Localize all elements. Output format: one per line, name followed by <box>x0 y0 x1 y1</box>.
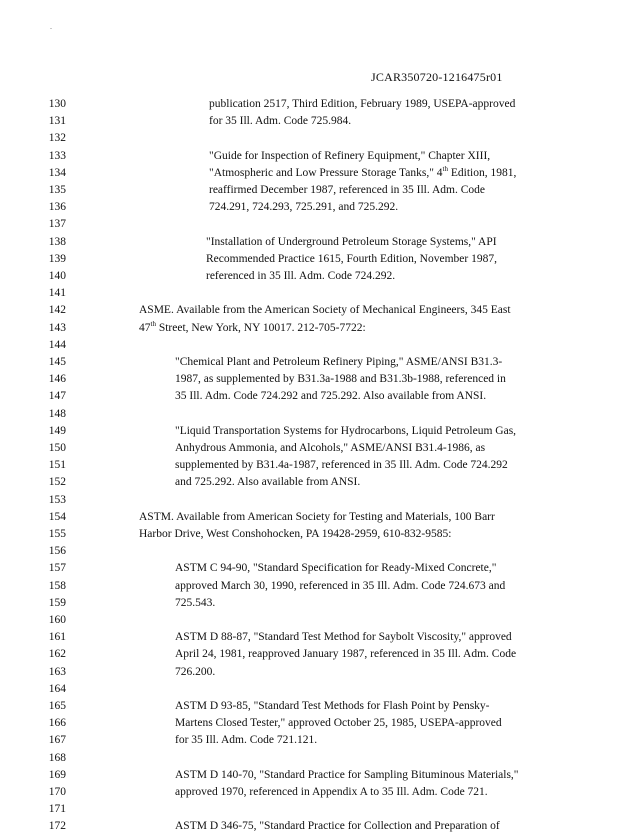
corner-mark: . <box>50 22 52 31</box>
line-number: 169 <box>48 768 66 781</box>
line-number: 158 <box>48 579 66 592</box>
line-number: 167 <box>48 734 66 747</box>
line-text: "Chemical Plant and Petroleum Refinery Piping," ASME/ANSI B31.3- <box>175 356 503 368</box>
line-number: 155 <box>48 528 66 540</box>
line-text: and 725.292. Also available from ANSI. <box>175 476 361 489</box>
line-number: 156 <box>48 545 66 558</box>
line-number: 134 <box>48 166 66 179</box>
line-text: ASTM D 140-70, "Standard Practice for Sampling Bituminous Materials," <box>175 768 519 781</box>
line-number: 161 <box>48 631 66 644</box>
line-number: 166 <box>48 717 66 730</box>
line-number: 147 <box>48 390 66 403</box>
line-number: 142 <box>48 304 66 317</box>
line-text: ASTM C 94-90, "Standard Specification for Ready-Mixed Concrete," <box>175 562 497 575</box>
line-number: 143 <box>48 321 66 334</box>
line-text: 35 Ill. Adm. Code 724.292 and 725.292. Also available from ANSI. <box>175 390 487 403</box>
line-number: 152 <box>48 476 66 489</box>
line-text: ASME. Available from the American Society of Mechanical Engineers, 345 East <box>139 304 511 317</box>
line-number: 140 <box>48 270 66 282</box>
line-text: supplemented by B31.4a-1987, referenced in 35 Ill. Adm. Code 724.292 <box>175 459 508 472</box>
document-id-header: JCAR350720-1216475r01 <box>371 70 503 84</box>
line-number: 171 <box>48 803 66 816</box>
line-text: for 35 Ill. Adm. Code 721.121. <box>175 734 318 747</box>
line-text: ASTM D 88-87, "Standard Test Method for Saybolt Viscosity," approved <box>175 631 512 644</box>
line-text: 724.291, 724.293, 725.291, and 725.292. <box>209 201 399 214</box>
line-number: 163 <box>48 665 66 678</box>
line-number: 131 <box>48 115 66 128</box>
line-number: 137 <box>48 218 66 231</box>
line-text: approved March 30, 1990, referenced in 35 Ill. Adm. Code 724.673 and <box>175 579 506 592</box>
line-number: 150 <box>48 442 66 454</box>
line-text: Martens Closed Tester," approved October 25, 1985, USEPA-approved <box>175 717 502 730</box>
line-text: "Guide for Inspection of Refinery Equipment," Chapter XIII, <box>209 149 491 162</box>
line-number: 133 <box>48 149 66 162</box>
line-number: 136 <box>48 201 66 214</box>
line-number: 172 <box>48 820 66 833</box>
line-number: 151 <box>48 459 66 472</box>
line-number: 160 <box>48 614 66 626</box>
line-number: 145 <box>48 356 66 368</box>
line-text: April 24, 1981, reapproved January 1987, referenced in 35 Ill. Adm. Code <box>175 648 517 661</box>
line-text: ASTM D 93-85, "Standard Test Methods for Flash Point by Pensky- <box>175 700 490 712</box>
line-number: 135 <box>48 184 66 196</box>
line-number: 132 <box>48 132 66 145</box>
line-text: "Atmospheric and Low Pressure Storage Tanks," 4th Edition, 1981, <box>209 164 517 179</box>
line-number: 138 <box>48 235 66 248</box>
line-text: "Liquid Transportation Systems for Hydrocarbons, Liquid Petroleum Gas, <box>175 424 517 437</box>
line-text: 726.200. <box>175 665 216 678</box>
line-number: 141 <box>48 287 66 300</box>
line-number: 154 <box>48 510 66 523</box>
line-text: 47th Street, New York, NY 10017. 212-705-7722: <box>139 319 366 334</box>
line-number: 168 <box>48 751 66 764</box>
line-number: 165 <box>48 700 66 712</box>
line-text: 725.543. <box>175 596 216 609</box>
line-text: ASTM. Available from American Society for Testing and Materials, 100 Barr <box>139 510 495 523</box>
line-number: 162 <box>48 648 66 661</box>
line-number: 130 <box>48 98 66 110</box>
line-number: 148 <box>48 407 66 420</box>
line-text: referenced in 35 Ill. Adm. Code 724.292. <box>206 270 396 282</box>
line-number: 139 <box>48 252 66 265</box>
line-number: 144 <box>48 338 66 351</box>
line-text: 1987, as supplemented by B31.3a-1988 and B31.3b-1988, referenced in <box>175 373 506 386</box>
line-number: 159 <box>48 596 66 609</box>
line-text: Recommended Practice 1615, Fourth Edition, November 1987, <box>206 252 497 265</box>
line-text: Harbor Drive, West Conshohocken, PA 19428-2959, 610-832-9585: <box>139 528 452 540</box>
line-number: 153 <box>48 493 66 506</box>
line-text: approved 1970, referenced in Appendix A to 35 Ill. Adm. Code 721. <box>175 786 488 798</box>
line-text: "Installation of Underground Petroleum Storage Systems," API <box>206 235 497 248</box>
line-number: 157 <box>48 562 66 575</box>
line-number: 170 <box>48 786 66 798</box>
line-text: Anhydrous Ammonia, and Alcohols," ASME/ANSI B31.4-1986, as <box>175 442 486 454</box>
line-text: reaffirmed December 1987, referenced in 35 Ill. Adm. Code <box>209 184 485 196</box>
line-number: 149 <box>48 424 66 437</box>
line-text: publication 2517, Third Edition, February 1989, USEPA-approved <box>209 98 516 110</box>
line-number: 146 <box>48 373 66 386</box>
line-text: for 35 Ill. Adm. Code 725.984. <box>209 115 352 128</box>
line-text: ASTM D 346-75, "Standard Practice for Collection and Preparation of <box>175 820 500 833</box>
line-number: 164 <box>48 682 66 695</box>
